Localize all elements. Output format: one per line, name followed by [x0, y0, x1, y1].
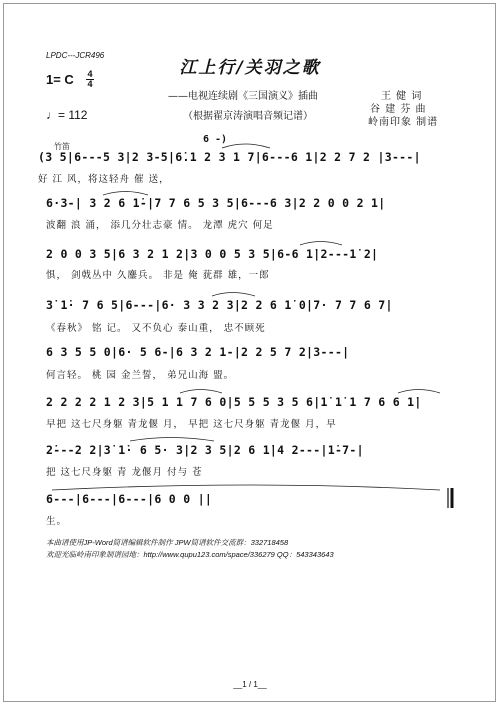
time-bottom: 4: [87, 79, 93, 89]
lyric-row-2: 波翻 浪 涌， 添几分壮志豪 情。 龙潭 虎穴 何足: [46, 220, 274, 231]
music-row-3: 2 0 0 3 5|6 3 2 1 2|3 0 0 5 3 5|6-6 1̇|2---1̇ 2|: [46, 247, 379, 261]
arranger-credit: 岭南印象 制谱: [368, 117, 439, 128]
lyric-row-6: 早把 这七尺身躯 青龙偃 月， 早把 这七尺身躯 青龙偃 月，早: [46, 419, 337, 430]
slur-3: [300, 242, 342, 246]
music-row-4: 3̇ 1̇· 7 6 5|6---|6· 3 3 2 3|2 2 6 1̇ 0|7· 7 7 6 7|: [46, 298, 393, 312]
footer-line-2: 欢迎光临岭南印象制谱园地：http://www.qupu123.com/space/336279 QQ：543343643: [46, 550, 334, 559]
lyric-row-8: 生。: [46, 516, 68, 527]
slur-1: [222, 144, 270, 148]
lyric-row-7: 把 这七尺身躯 青 龙偃月 付与 苍: [46, 467, 203, 478]
intro-note: 6 -): [203, 134, 228, 145]
lyric-row-5: 何言轻。 桃 园 金兰誓， 弟兄山海 盟。: [46, 370, 235, 381]
slur-6: [398, 390, 440, 394]
lyricist-credit: 王 健 词: [381, 91, 423, 102]
slur-2: [103, 192, 148, 196]
lyric-row-4: 《春秋》 铭 记。 又不负心 泰山重， 忠不顾死: [46, 323, 266, 334]
slur-4: [212, 293, 255, 297]
music-row-5: 6 3 5 5 0|6· 5 6-|6 3 2 1-|2 2 5 7 2|3---|: [46, 345, 350, 359]
music-row-1: (3 5|6---5 3|2 3-5|6̇.1 2 3 1 7|6---6 1|2 2 7 2 |3---|: [38, 150, 421, 164]
slur-7: [130, 438, 214, 442]
tempo-marking: ♩= 112: [46, 108, 88, 122]
composer-credit: 谷 建 芬 曲: [370, 104, 427, 115]
music-row-7: 2̇---2 2|3̇ 1̇· 6 5· 3|2 3 5|2 6 1̇|4 2---|1̇-7-|: [46, 443, 364, 457]
key-signature: 1= C: [46, 72, 74, 87]
page-number: __1 / 1__: [233, 680, 267, 689]
footer-line-1: 本曲谱使用JP-Word简谱编辑软件制作 JPW简谱软件交流群：332718458: [46, 538, 289, 547]
slur-8: [52, 485, 440, 490]
source-note: （根据翟京涛演唱音频记谱）: [183, 111, 313, 122]
time-top: 4: [87, 69, 93, 79]
slur-5: [180, 390, 222, 394]
lyric-row-3: 惧， 剑戟丛中 久鏖兵。 非是 俺 莸群 雄，一郎: [46, 270, 270, 281]
instrument-label: 竹笛: [54, 142, 70, 151]
subtitle: ——电视连续剧《三国演义》插曲: [168, 91, 318, 102]
music-row-8: 6---|6---|6---|6 0 0 ||: [46, 492, 213, 506]
music-row-2: 6·3-| 3 2 6 1̇-|7 7 6 5 3 5|6---6 3|2 2 0 0 2 1|: [46, 196, 386, 210]
lyric-row-1: 好 江 风，将这轻舟 催 送，: [38, 174, 170, 185]
page-title: 江上行/关羽之歌: [179, 58, 321, 78]
music-row-6: 2 2 2 2 1 2 3|5 1 1 7 6 0|5 5 5 3 5 6|1̇ 1̇ 1 7 6 6 1̇|: [46, 395, 422, 409]
score-code: LPDC---JCR496: [46, 51, 105, 60]
